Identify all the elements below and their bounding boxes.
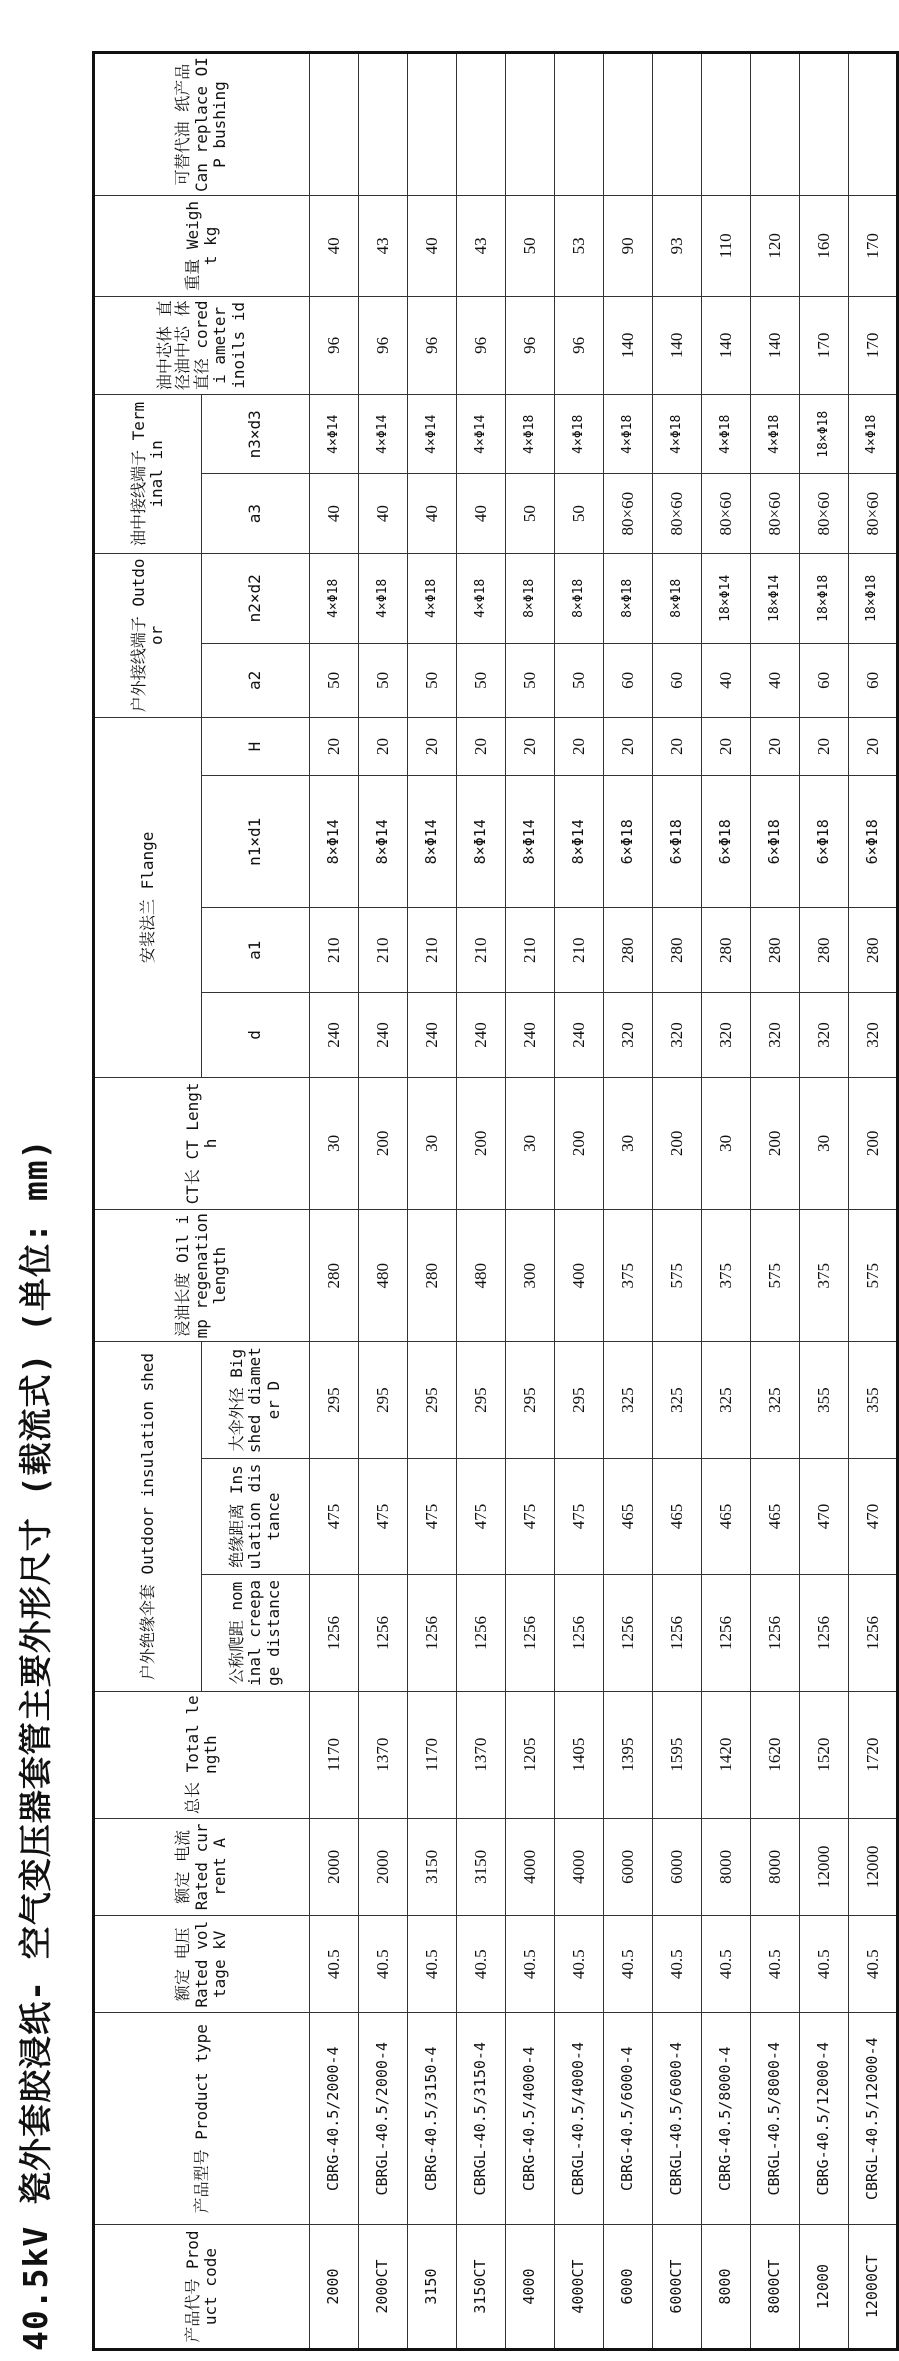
table-row	[702, 53, 751, 2350]
cell-a1: 280	[604, 908, 653, 993]
header-n2d2: n2×d2	[202, 553, 310, 643]
cell-replace	[849, 53, 898, 196]
cell-h: 20	[555, 717, 604, 775]
cell-replace	[702, 53, 751, 196]
cell-oil-length: 375	[702, 1210, 751, 1342]
cell-a2: 60	[653, 643, 702, 717]
cell-insulation: 475	[457, 1458, 506, 1574]
cell-code: 4000	[506, 2225, 555, 2350]
cell-core: 96	[506, 296, 555, 394]
cell-a1: 210	[555, 908, 604, 993]
cell-replace	[359, 53, 408, 196]
cell-shed: 355	[849, 1342, 898, 1458]
cell-core: 96	[555, 296, 604, 394]
cell-code: 4000CT	[555, 2225, 604, 2350]
cell-current: 8000	[751, 1818, 800, 1915]
cell-a3: 80×60	[702, 474, 751, 553]
cell-a1: 280	[849, 908, 898, 993]
cell-n2d2: 18×Φ14	[702, 553, 751, 643]
cell-code: 3150CT	[457, 2225, 506, 2350]
cell-a3: 80×60	[849, 474, 898, 553]
header-a2: a2	[202, 643, 310, 717]
cell-voltage: 40.5	[555, 1916, 604, 2013]
cell-creepage: 1256	[849, 1575, 898, 1691]
cell-insulation: 465	[751, 1458, 800, 1574]
cell-n1d1: 6×Φ18	[800, 776, 849, 908]
cell-total-length: 1170	[408, 1691, 457, 1818]
cell-n2d2: 4×Φ18	[310, 553, 359, 643]
cell-code: 8000CT	[751, 2225, 800, 2350]
cell-oil-length: 280	[408, 1210, 457, 1342]
cell-a2: 50	[408, 643, 457, 717]
cell-total-length: 1595	[653, 1691, 702, 1818]
cell-a3: 80×60	[604, 474, 653, 553]
cell-replace	[751, 53, 800, 196]
cell-h: 20	[457, 717, 506, 775]
cell-d: 240	[555, 993, 604, 1078]
header-oil-terminal: 油中接线端子 Terminal in	[94, 395, 202, 554]
cell-shed: 295	[457, 1342, 506, 1458]
cell-type: CBRG-40.5/2000-4	[310, 2013, 359, 2225]
cell-oil-length: 280	[310, 1210, 359, 1342]
cell-ct-length: 200	[555, 1077, 604, 1209]
cell-core: 140	[604, 296, 653, 394]
cell-oil-length: 575	[751, 1210, 800, 1342]
cell-type: CBRGL-40.5/12000-4	[849, 2013, 898, 2225]
cell-a1: 210	[408, 908, 457, 993]
cell-d: 240	[457, 993, 506, 1078]
cell-shed: 325	[604, 1342, 653, 1458]
cell-n2d2: 18×Φ14	[751, 553, 800, 643]
cell-total-length: 1720	[849, 1691, 898, 1818]
cell-oil-length: 575	[653, 1210, 702, 1342]
cell-d: 240	[506, 993, 555, 1078]
cell-weight: 40	[408, 196, 457, 297]
cell-ct-length: 30	[310, 1077, 359, 1209]
cell-voltage: 40.5	[506, 1916, 555, 2013]
header-insulation-distance: 绝缘距离 Insulation distance	[202, 1458, 310, 1574]
cell-h: 20	[310, 717, 359, 775]
cell-insulation: 465	[653, 1458, 702, 1574]
table-row	[555, 53, 604, 2350]
cell-current: 6000	[604, 1818, 653, 1915]
cell-voltage: 40.5	[408, 1916, 457, 2013]
cell-a2: 50	[359, 643, 408, 717]
cell-core: 170	[849, 296, 898, 394]
cell-n2d2: 18×Φ18	[849, 553, 898, 643]
cell-n2d2: 8×Φ18	[506, 553, 555, 643]
cell-code: 12000	[800, 2225, 849, 2350]
cell-shed: 295	[506, 1342, 555, 1458]
cell-d: 320	[800, 993, 849, 1078]
header-weight: 重量 Weight kg	[94, 196, 310, 297]
table-row	[408, 53, 457, 2350]
cell-weight: 40	[310, 196, 359, 297]
cell-core: 140	[751, 296, 800, 394]
cell-n3d3: 4×Φ14	[457, 395, 506, 474]
cell-voltage: 40.5	[751, 1916, 800, 2013]
cell-voltage: 40.5	[702, 1916, 751, 2013]
cell-weight: 53	[555, 196, 604, 297]
header-creepage: 公称爬距 nominal creepage distance	[202, 1575, 310, 1691]
table-row	[604, 53, 653, 2350]
cell-shed: 325	[702, 1342, 751, 1458]
cell-core: 170	[800, 296, 849, 394]
cell-replace	[604, 53, 653, 196]
cell-insulation: 475	[359, 1458, 408, 1574]
cell-type: CBRG-40.5/6000-4	[604, 2013, 653, 2225]
header-flange: 安装法兰 Flange	[94, 717, 202, 1077]
cell-a1: 280	[653, 908, 702, 993]
cell-a2: 50	[555, 643, 604, 717]
cell-ct-length: 30	[702, 1077, 751, 1209]
cell-type: CBRGL-40.5/2000-4	[359, 2013, 408, 2225]
cell-replace	[555, 53, 604, 196]
cell-n1d1: 8×Φ14	[408, 776, 457, 908]
cell-n1d1: 8×Φ14	[359, 776, 408, 908]
cell-d: 240	[359, 993, 408, 1078]
cell-core: 96	[359, 296, 408, 394]
cell-a3: 40	[457, 474, 506, 553]
cell-creepage: 1256	[555, 1575, 604, 1691]
cell-a2: 60	[849, 643, 898, 717]
header-d: d	[202, 993, 310, 1078]
cell-weight: 43	[359, 196, 408, 297]
cell-n3d3: 4×Φ18	[751, 395, 800, 474]
cell-weight: 160	[800, 196, 849, 297]
cell-replace	[800, 53, 849, 196]
cell-current: 4000	[506, 1818, 555, 1915]
cell-n1d1: 6×Φ18	[604, 776, 653, 908]
cell-total-length: 1205	[506, 1691, 555, 1818]
cell-h: 20	[506, 717, 555, 775]
cell-creepage: 1256	[457, 1575, 506, 1691]
cell-a1: 210	[359, 908, 408, 993]
cell-weight: 170	[849, 196, 898, 297]
cell-insulation: 475	[408, 1458, 457, 1574]
cell-n2d2: 4×Φ18	[457, 553, 506, 643]
cell-total-length: 1520	[800, 1691, 849, 1818]
cell-voltage: 40.5	[849, 1916, 898, 2013]
cell-total-length: 1620	[751, 1691, 800, 1818]
cell-ct-length: 30	[800, 1077, 849, 1209]
cell-weight: 110	[702, 196, 751, 297]
header-big-shed: 大伞外径 Big shed diameter D	[202, 1342, 310, 1458]
cell-oil-length: 400	[555, 1210, 604, 1342]
cell-ct-length: 200	[457, 1077, 506, 1209]
cell-total-length: 1405	[555, 1691, 604, 1818]
cell-replace	[408, 53, 457, 196]
cell-n3d3: 4×Φ18	[604, 395, 653, 474]
cell-current: 8000	[702, 1818, 751, 1915]
header-product-type: 产品型号 Product type	[94, 2013, 310, 2225]
header-rated-current: 额定 电流 Rated current A	[94, 1818, 310, 1915]
cell-insulation: 475	[555, 1458, 604, 1574]
cell-h: 20	[604, 717, 653, 775]
cell-shed: 295	[408, 1342, 457, 1458]
cell-creepage: 1256	[800, 1575, 849, 1691]
table-row	[653, 53, 702, 2350]
header-n1d1: n1×d1	[202, 776, 310, 908]
table-row	[849, 53, 898, 2350]
cell-a3: 40	[310, 474, 359, 553]
cell-a3: 40	[359, 474, 408, 553]
cell-n1d1: 6×Φ18	[702, 776, 751, 908]
cell-n3d3: 4×Φ18	[702, 395, 751, 474]
header-outdoor-terminal: 户外接线端子 Outdoor	[94, 553, 202, 717]
cell-a2: 50	[457, 643, 506, 717]
cell-insulation: 475	[506, 1458, 555, 1574]
cell-ct-length: 200	[751, 1077, 800, 1209]
cell-d: 240	[310, 993, 359, 1078]
header-outdoor-insulation-shed: 户外绝缘伞套 Outdoor insulation shed	[94, 1342, 202, 1691]
table-row	[506, 53, 555, 2350]
cell-a3: 40	[408, 474, 457, 553]
cell-type: CBRGL-40.5/3150-4	[457, 2013, 506, 2225]
cell-ct-length: 200	[653, 1077, 702, 1209]
table-row	[457, 53, 506, 2350]
cell-ct-length: 200	[849, 1077, 898, 1209]
cell-h: 20	[653, 717, 702, 775]
cell-n1d1: 6×Φ18	[751, 776, 800, 908]
cell-total-length: 1420	[702, 1691, 751, 1818]
cell-type: CBRGL-40.5/6000-4	[653, 2013, 702, 2225]
table-row	[310, 53, 359, 2350]
cell-a2: 40	[751, 643, 800, 717]
cell-h: 20	[751, 717, 800, 775]
cell-creepage: 1256	[702, 1575, 751, 1691]
header-product-code: 产品代号 Product code	[94, 2225, 310, 2350]
cell-shed: 325	[751, 1342, 800, 1458]
cell-code: 6000	[604, 2225, 653, 2350]
cell-n3d3: 4×Φ14	[310, 395, 359, 474]
cell-oil-length: 375	[800, 1210, 849, 1342]
cell-a1: 280	[702, 908, 751, 993]
header-ct-length: CT长 CT Length	[94, 1077, 310, 1209]
cell-a3: 80×60	[653, 474, 702, 553]
cell-d: 320	[604, 993, 653, 1078]
cell-type: CBRG-40.5/3150-4	[408, 2013, 457, 2225]
cell-creepage: 1256	[751, 1575, 800, 1691]
cell-insulation: 465	[702, 1458, 751, 1574]
cell-type: CBRG-40.5/8000-4	[702, 2013, 751, 2225]
header-h: H	[202, 717, 310, 775]
cell-d: 320	[751, 993, 800, 1078]
cell-code: 2000CT	[359, 2225, 408, 2350]
cell-replace	[506, 53, 555, 196]
cell-code: 12000CT	[849, 2225, 898, 2350]
header-n3d3: n3×d3	[202, 395, 310, 474]
cell-n3d3: 4×Φ14	[359, 395, 408, 474]
cell-oil-length: 375	[604, 1210, 653, 1342]
cell-a3: 80×60	[800, 474, 849, 553]
cell-ct-length: 200	[359, 1077, 408, 1209]
cell-h: 20	[408, 717, 457, 775]
cell-code: 2000	[310, 2225, 359, 2350]
cell-insulation: 470	[800, 1458, 849, 1574]
cell-replace	[310, 53, 359, 196]
cell-creepage: 1256	[359, 1575, 408, 1691]
cell-shed: 295	[555, 1342, 604, 1458]
cell-core: 96	[310, 296, 359, 394]
cell-n1d1: 8×Φ14	[457, 776, 506, 908]
cell-current: 12000	[849, 1818, 898, 1915]
cell-h: 20	[702, 717, 751, 775]
cell-a2: 60	[800, 643, 849, 717]
cell-core: 96	[457, 296, 506, 394]
cell-total-length: 1395	[604, 1691, 653, 1818]
cell-weight: 43	[457, 196, 506, 297]
cell-shed: 325	[653, 1342, 702, 1458]
cell-voltage: 40.5	[457, 1916, 506, 2013]
cell-creepage: 1256	[653, 1575, 702, 1691]
cell-n2d2: 4×Φ18	[359, 553, 408, 643]
cell-a1: 280	[751, 908, 800, 993]
cell-total-length: 1370	[359, 1691, 408, 1818]
cell-n2d2: 8×Φ18	[604, 553, 653, 643]
cell-n3d3: 18×Φ18	[800, 395, 849, 474]
cell-a2: 50	[310, 643, 359, 717]
cell-oil-length: 480	[359, 1210, 408, 1342]
cell-oil-length: 480	[457, 1210, 506, 1342]
cell-core: 140	[702, 296, 751, 394]
cell-n2d2: 8×Φ18	[653, 553, 702, 643]
cell-n3d3: 4×Φ14	[408, 395, 457, 474]
cell-n3d3: 4×Φ18	[555, 395, 604, 474]
cell-n2d2: 8×Φ18	[555, 553, 604, 643]
cell-h: 20	[849, 717, 898, 775]
cell-a3: 80×60	[751, 474, 800, 553]
cell-insulation: 465	[604, 1458, 653, 1574]
cell-total-length: 1370	[457, 1691, 506, 1818]
cell-oil-length: 300	[506, 1210, 555, 1342]
cell-d: 320	[653, 993, 702, 1078]
cell-h: 20	[359, 717, 408, 775]
cell-core: 140	[653, 296, 702, 394]
cell-total-length: 1170	[310, 1691, 359, 1818]
cell-creepage: 1256	[506, 1575, 555, 1691]
cell-weight: 93	[653, 196, 702, 297]
cell-a1: 210	[310, 908, 359, 993]
cell-ct-length: 30	[604, 1077, 653, 1209]
cell-current: 2000	[359, 1818, 408, 1915]
cell-voltage: 40.5	[310, 1916, 359, 2013]
cell-code: 6000CT	[653, 2225, 702, 2350]
cell-h: 20	[800, 717, 849, 775]
header-a1: a1	[202, 908, 310, 993]
cell-current: 3150	[457, 1818, 506, 1915]
cell-n3d3: 4×Φ18	[849, 395, 898, 474]
cell-d: 240	[408, 993, 457, 1078]
cell-a2: 50	[506, 643, 555, 717]
cell-a1: 210	[506, 908, 555, 993]
cell-shed: 295	[310, 1342, 359, 1458]
specifications-table	[92, 51, 899, 2351]
cell-insulation: 475	[310, 1458, 359, 1574]
cell-n1d1: 8×Φ14	[506, 776, 555, 908]
cell-voltage: 40.5	[604, 1916, 653, 2013]
cell-n2d2: 18×Φ18	[800, 553, 849, 643]
cell-d: 320	[849, 993, 898, 1078]
cell-creepage: 1256	[604, 1575, 653, 1691]
cell-current: 4000	[555, 1818, 604, 1915]
cell-current: 12000	[800, 1818, 849, 1915]
header-total-length: 总长 Total length	[94, 1691, 310, 1818]
cell-creepage: 1256	[310, 1575, 359, 1691]
table-row	[359, 53, 408, 2350]
table-row	[751, 53, 800, 2350]
cell-n1d1: 8×Φ14	[310, 776, 359, 908]
cell-code: 3150	[408, 2225, 457, 2350]
cell-weight: 90	[604, 196, 653, 297]
cell-a2: 40	[702, 643, 751, 717]
header-core-diameter: 油中芯体 直径油中芯 体直径 coredi ameter inoils id	[94, 296, 310, 394]
cell-code: 8000	[702, 2225, 751, 2350]
cell-n1d1: 6×Φ18	[653, 776, 702, 908]
cell-shed: 355	[800, 1342, 849, 1458]
cell-voltage: 40.5	[653, 1916, 702, 2013]
cell-n3d3: 4×Φ18	[506, 395, 555, 474]
cell-ct-length: 30	[408, 1077, 457, 1209]
cell-a2: 60	[604, 643, 653, 717]
cell-n1d1: 8×Φ14	[555, 776, 604, 908]
cell-voltage: 40.5	[359, 1916, 408, 2013]
cell-n2d2: 4×Φ18	[408, 553, 457, 643]
page-title: 40.5kV 瓷外套胶浸纸- 空气变压器套管主要外形尺寸 (载流式) (单位: mm)	[16, 1138, 55, 2351]
cell-n3d3: 4×Φ18	[653, 395, 702, 474]
cell-current: 6000	[653, 1818, 702, 1915]
header-oil-impregnation-length: 浸油长度 Oil imp regenation length	[94, 1210, 310, 1342]
cell-voltage: 40.5	[800, 1916, 849, 2013]
cell-type: CBRGL-40.5/8000-4	[751, 2013, 800, 2225]
cell-current: 2000	[310, 1818, 359, 1915]
cell-d: 320	[702, 993, 751, 1078]
cell-n1d1: 6×Φ18	[849, 776, 898, 908]
cell-a1: 280	[800, 908, 849, 993]
header-replace-oip: 可替代油 纸产品 Can replace OIP bushing	[94, 53, 310, 196]
cell-replace	[457, 53, 506, 196]
cell-a3: 50	[506, 474, 555, 553]
cell-type: CBRG-40.5/12000-4	[800, 2013, 849, 2225]
cell-oil-length: 575	[849, 1210, 898, 1342]
cell-creepage: 1256	[408, 1575, 457, 1691]
table-row	[800, 53, 849, 2350]
cell-weight: 120	[751, 196, 800, 297]
cell-current: 3150	[408, 1818, 457, 1915]
header-rated-voltage: 额定 电压 Rated voltage kV	[94, 1916, 310, 2013]
cell-type: CBRG-40.5/4000-4	[506, 2013, 555, 2225]
cell-insulation: 470	[849, 1458, 898, 1574]
cell-weight: 50	[506, 196, 555, 297]
cell-core: 96	[408, 296, 457, 394]
cell-a1: 210	[457, 908, 506, 993]
cell-ct-length: 30	[506, 1077, 555, 1209]
cell-shed: 295	[359, 1342, 408, 1458]
cell-replace	[653, 53, 702, 196]
header-a3: a3	[202, 474, 310, 553]
cell-a3: 50	[555, 474, 604, 553]
cell-type: CBRGL-40.5/4000-4	[555, 2013, 604, 2225]
